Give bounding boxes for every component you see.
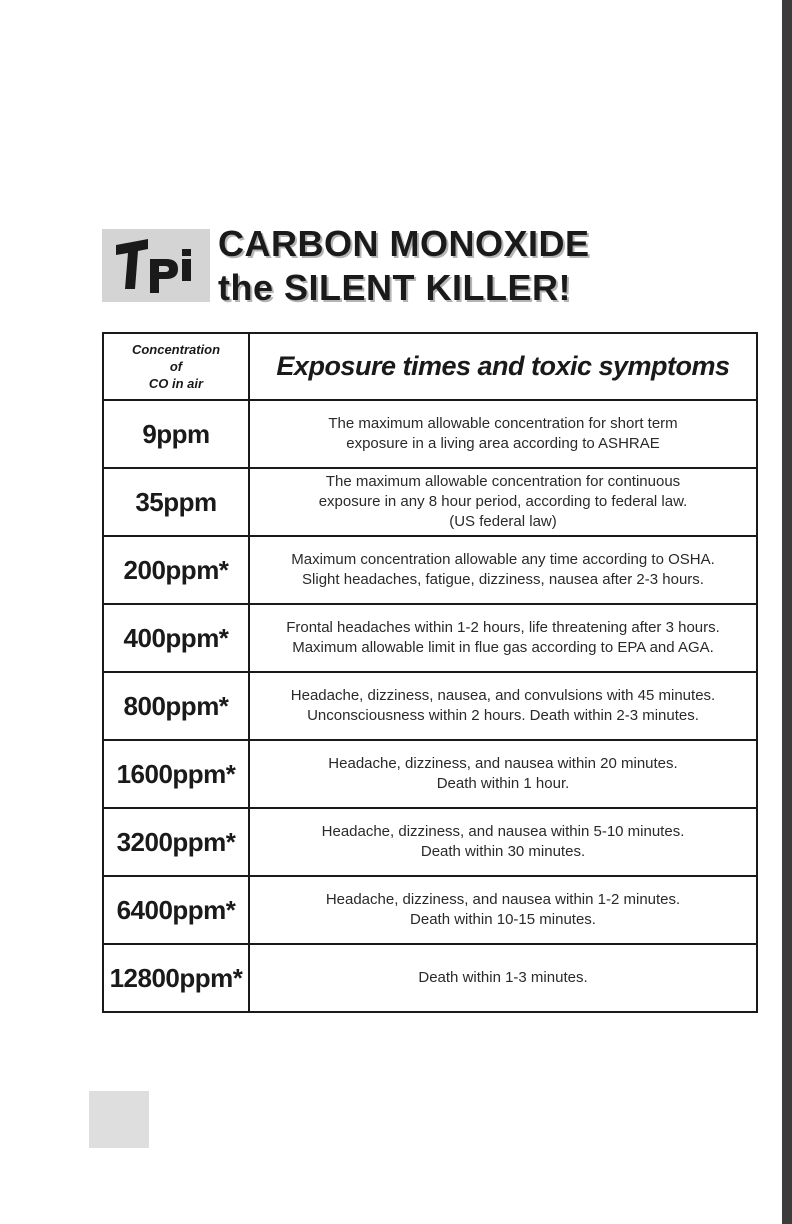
- table-row: [103, 672, 757, 740]
- table-row: [103, 740, 757, 808]
- concentration-cell: 12800ppm*: [103, 944, 249, 1012]
- document-title: [218, 222, 658, 310]
- symptoms-column-header: Exposure times and toxic symptoms: [249, 333, 757, 400]
- concentration-cell: 200ppm*: [103, 536, 249, 604]
- concentration-column-header: Concentration of CO in air: [103, 333, 249, 400]
- table-row: [103, 468, 757, 536]
- concentration-cell: 800ppm*: [103, 672, 249, 740]
- table-row: [103, 400, 757, 468]
- symptoms-cell: Headache, dizziness, and nausea within 20 minutes. Death within 1 hour.: [249, 740, 757, 808]
- concentration-cell: 400ppm*: [103, 604, 249, 672]
- title-line-1: CARBON MONOXIDE: [218, 223, 590, 264]
- concentration-cell: 3200ppm*: [103, 808, 249, 876]
- symptoms-cell: Headache, dizziness, and nausea within 1-2 minutes. Death within 10-15 minutes.: [249, 876, 757, 944]
- symptoms-cell: Maximum concentration allowable any time according to OSHA. Slight headaches, fatigue, dizziness, nausea after 2-3 hours.: [249, 536, 757, 604]
- symptoms-cell: The maximum allowable concentration for continuous exposure in any 8 hour period, according to federal law. (US federal law): [249, 468, 757, 536]
- concentration-cell: 35ppm: [103, 468, 249, 536]
- table-row: [103, 944, 757, 1012]
- table-header-row: [103, 333, 757, 400]
- symptoms-cell: Frontal headaches within 1-2 hours, life threatening after 3 hours. Maximum allowable limit in flue gas according to EPA and AGA.: [249, 604, 757, 672]
- table-row: [103, 808, 757, 876]
- symptoms-cell: Death within 1-3 minutes.: [249, 944, 757, 1012]
- concentration-cell: 9ppm: [103, 400, 249, 468]
- page-edge-strip: [782, 0, 792, 1224]
- symptoms-cell: The maximum allowable concentration for short term exposure in a living area according to ASHRAE: [249, 400, 757, 468]
- concentration-cell: 6400ppm*: [103, 876, 249, 944]
- symptoms-cell: Headache, dizziness, nausea, and convulsions with 45 minutes. Unconsciousness within 2 hours. Death within 2-3 minutes.: [249, 672, 757, 740]
- page-number-tab: [89, 1091, 149, 1148]
- symptoms-cell: Headache, dizziness, and nausea within 5-10 minutes. Death within 30 minutes.: [249, 808, 757, 876]
- table-row: [103, 536, 757, 604]
- tpi-logo: [102, 229, 210, 302]
- title-line-2: the SILENT KILLER!: [218, 267, 571, 308]
- concentration-cell: 1600ppm*: [103, 740, 249, 808]
- table-row: [103, 876, 757, 944]
- table-row: [103, 604, 757, 672]
- co-exposure-table: [102, 332, 758, 1013]
- tpi-logo-graphic: [102, 229, 210, 302]
